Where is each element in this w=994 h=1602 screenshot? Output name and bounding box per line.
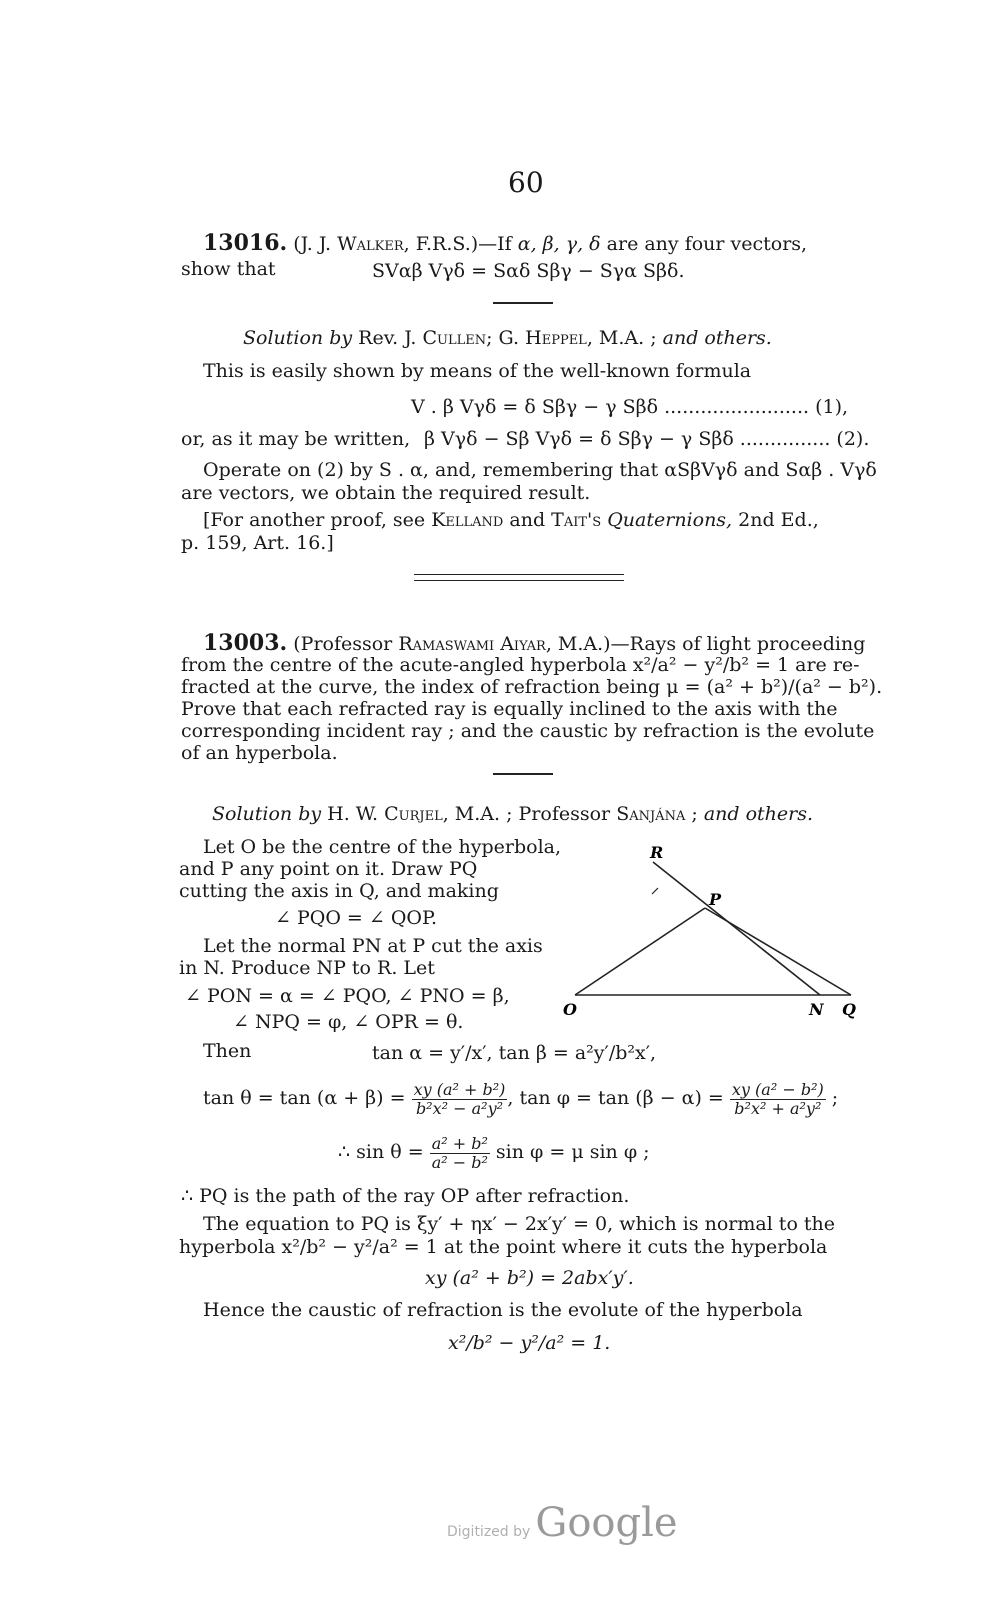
normal-rn (653, 862, 820, 995)
solution-2-text-a6: in N. Produce NP to R. Let (179, 957, 435, 979)
solution-1-intro: This is easily shown by means of the well-known formula (203, 360, 752, 382)
solution-2-text-a2: and P any point on it. Draw PQ (179, 858, 478, 880)
section-divider (493, 773, 553, 775)
tan-theta-phi-line: tan θ = tan (α + β) = $\frac{\text{xy (a² + b²)}}{\text{b²x² − a²y²}}$ , tan φ = tan (β − α) = $\frac{\text{xy (a² − b²)}}{\text{b²x² + a²y²}}$ ; (203, 1079, 839, 1118)
problem-13016-formula: SVαβ Vγδ = Sαδ Sβγ − Sγα Sβδ. (372, 260, 685, 282)
problem-13003-line4: Prove that each refracted ray is equally inclined to the axis with the (181, 698, 838, 720)
equation-2: β Vγδ − Sβ Vγδ = δ Sβγ − γ Sβδ ............... (2). (424, 428, 870, 450)
section-divider (493, 302, 553, 304)
equation-pq-line2: hyperbola x²/b² − y²/a² = 1 at the point where it cuts the hyperbola (179, 1236, 828, 1258)
solution-2-angles-1: ∠ PON = α = ∠ PQO, ∠ PNO = β, (185, 985, 510, 1007)
label-q: Q (842, 1000, 856, 1019)
tan-definitions: tan α = y′/x′, tan β = a²y′/b²x′, (372, 1042, 657, 1064)
problem-13016-line2-lead: show that (181, 258, 276, 280)
label-r: R (650, 843, 664, 862)
conclusion-line: Hence the caustic of refraction is the evolute of the hyperbola (203, 1299, 803, 1321)
label-o: O (563, 1000, 577, 1019)
solution-1-para-line1: Operate on (2) by S . α, and, remembering that αSβVγδ and Sαβ . Vγδ (203, 459, 877, 481)
sin-fraction: $\frac{\text{a² + b²}}{\text{a² − b²}}$ (431, 1133, 488, 1172)
author-name: Ramaswami Aiyar (398, 633, 546, 655)
equation-pq-line1: The equation to PQ is ξy′ + ηx′ − 2x′y′ = 0, which is normal to the (203, 1213, 836, 1235)
solution-2-angles-2: ∠ NPQ = φ, ∠ OPR = θ. (233, 1011, 464, 1033)
intersection-equation: xy (a² + b²) = 2abx′y′. (425, 1267, 634, 1289)
solution-2-attribution: Solution by H. W. Curjel, M.A. ; Professor Sanjána ; and others. (212, 803, 814, 825)
solution-2-text-a5: Let the normal PN at P cut the axis (203, 935, 543, 957)
then-label: Then (203, 1040, 252, 1062)
problem-number: 13003. (203, 630, 288, 656)
evolute-equation: x²/b² − y²/a² = 1. (448, 1332, 611, 1354)
sin-theta-line: ∴ sin θ = $\frac{\text{a² + b²}}{\text{a² − b²}}$ sin φ = μ sin φ ; (338, 1133, 650, 1172)
digitized-by-google-watermark: Digitized by Google (447, 1500, 678, 1546)
problem-13003-line2: from the centre of the acute-angled hyperbola x²/a² − y²/b² = 1 are re- (181, 654, 860, 676)
problem-13003-line1: 13003. (Professor Ramaswami Aiyar, M.A.)—Rays of light proceeding (203, 630, 866, 656)
problem-13003-line5: corresponding incident ray ; and the caustic by refraction is the evolute (181, 720, 875, 742)
tan-theta-fraction: $\frac{\text{xy (a² + b²)}}{\text{b²x² − a²y²}}$ (413, 1079, 506, 1118)
problem-13003-line6: of an hyperbola. (181, 742, 338, 764)
tick-mark (652, 888, 658, 894)
double-rule-bottom (414, 580, 624, 581)
problem-13016-line1: 13016. (J. J. Walker, F.R.S.)—If α, β, γ, δ are any four vectors, (203, 230, 808, 256)
path-statement: ∴ PQ is the path of the ray OP after refraction. (181, 1185, 630, 1207)
hyperbola-refraction-figure (555, 838, 865, 1028)
label-n: N (809, 1000, 824, 1019)
solution-2-text-a1: Let O be the centre of the hyperbola, (203, 836, 562, 858)
solution-1-attribution: Solution by Rev. J. Cullen; G. Heppel, M.A. ; and others. (243, 327, 772, 349)
double-rule-top (414, 574, 624, 575)
solution-2-text-a3: cutting the axis in Q, and making (179, 880, 499, 902)
ray-op (575, 908, 705, 995)
author-name: Walker (337, 233, 404, 255)
equation-1: V . β Vγδ = δ Sβγ − γ Sβδ ........................ (1), (411, 396, 849, 418)
solution-2-angle-eq: ∠ PQO = ∠ QOP. (275, 907, 437, 929)
equation-2-lead: or, as it may be written, (181, 428, 411, 450)
solution-1-para-line2: are vectors, we obtain the required result. (181, 482, 591, 504)
reference-line2: p. 159, Art. 16.] (181, 532, 334, 554)
page-number: 60 (508, 166, 544, 199)
reference-line1: [For another proof, see Kelland and Tait's Quaternions, 2nd Ed., (203, 509, 819, 531)
problem-number: 13016. (203, 230, 288, 256)
problem-13003-line3: fracted at the curve, the index of refraction being μ = (a² + b²)/(a² − b²). (181, 676, 883, 698)
label-p: P (709, 890, 722, 909)
tan-phi-fraction: $\frac{\text{xy (a² − b²)}}{\text{b²x² + a²y²}}$ (731, 1079, 824, 1118)
